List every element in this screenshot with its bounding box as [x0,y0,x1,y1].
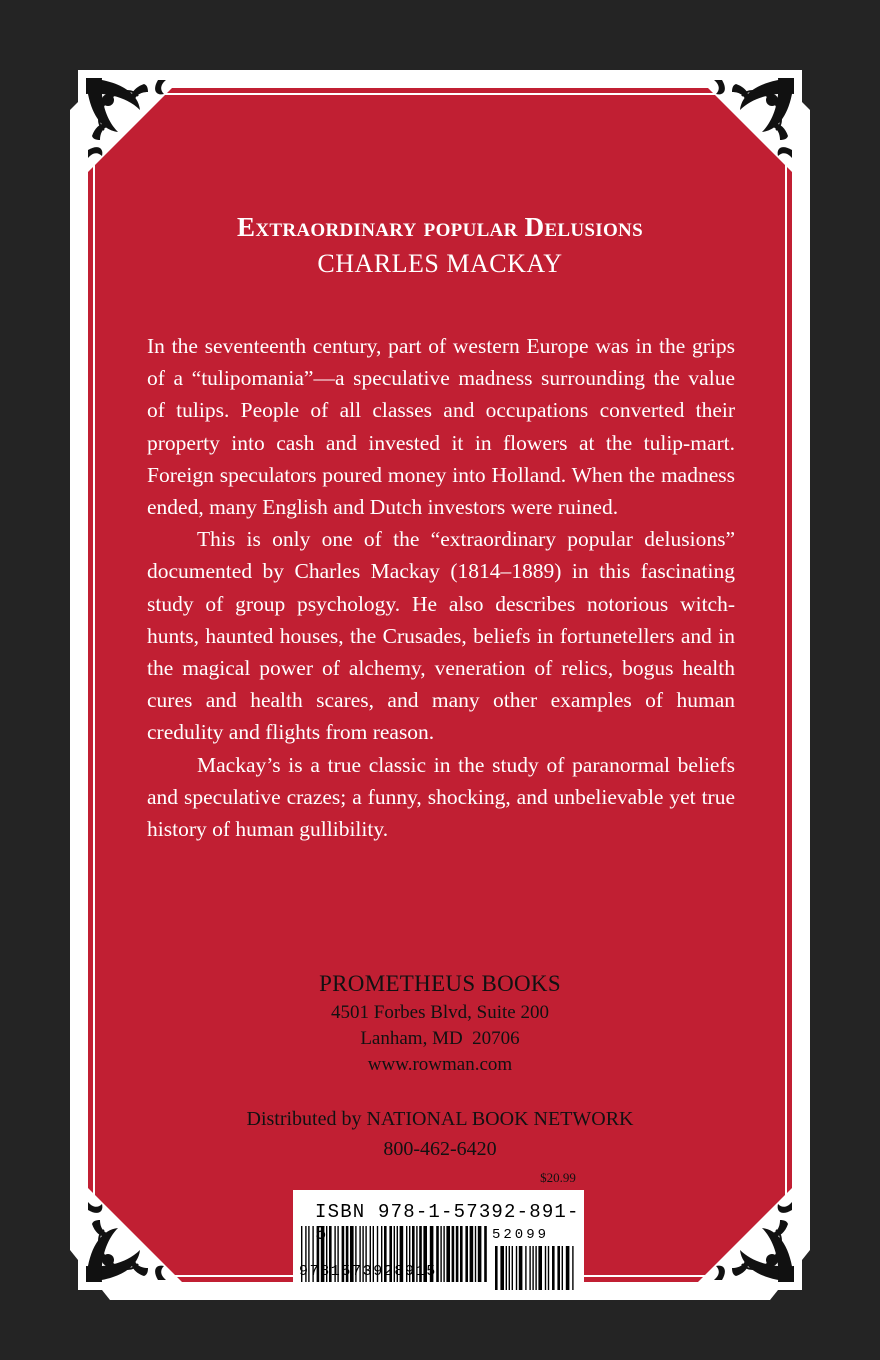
barcode-bar [562,1246,563,1290]
barcode-bar [548,1246,549,1290]
corner-ornament-bottom-right-icon [690,1178,802,1290]
title-block [0,208,880,282]
barcode-bar [519,1246,523,1290]
book-title: Extraordinary popular Delusions [237,212,643,242]
barcode-bar [509,1246,510,1290]
price-label: $20.99 [540,1170,576,1185]
barcode-bar [516,1246,517,1290]
barcode-bar [525,1246,526,1290]
barcode-bar [545,1246,546,1290]
barcode-bar [557,1246,560,1290]
barcode-bar [529,1246,530,1290]
barcode-bar [566,1246,570,1290]
barcode-bar [535,1246,536,1290]
corner-ornament-top-left-icon [78,70,190,182]
blurb-paragraph: In the seventeenth century, part of western Europe was in the grips of a “tulipomania”—a speculative madness surrounding the value of tulips. People of all classes and occupations converted their property into cash and invested it in flowers at the tulip-mart. Foreign speculators poured money into Holland. When the madness ended, many English and Dutch investors were ruined. [147,334,735,520]
barcode-bar [538,1246,542,1290]
barcode-bar [512,1246,513,1290]
barcode-ean-digits: 9781573928915 [299,1263,437,1280]
barcode-addon-digits: 52099 [492,1227,550,1243]
barcode-bar [532,1246,533,1290]
distribution-block [0,1104,880,1164]
blurb-paragraph: This is only one of the “extraordinary popular delusions” documented by Charles Mackay (1814–1889) in this fascinating study of group psychology. He also describes notorious witch-hunts, haunted houses, the Crusades, beliefs in fortunetellers and in the magical power of alchemy, veneration of relics, bogus health cures and health scares, and many other examples of human credulity and flights from reason. [147,527,735,745]
corner-ornament-bottom-left-icon [78,1178,190,1290]
blurb-paragraph: Mackay’s is a true classic in the study of paranormal beliefs and speculative crazes; a funny, shocking, and unbelievable yet true history of human gullibility. [147,752,735,842]
barcode-bar [500,1246,504,1290]
publisher-address-line-2: Lanham, MD 20706 [360,1028,520,1049]
barcode-bar [552,1246,555,1290]
isbn-label: ISBN 978-1-57392-891-5 [315,1201,580,1245]
barcode-bar [495,1246,498,1290]
distributor-line: Distributed by NATIONAL BOOK NETWORK [246,1108,634,1130]
blurb [147,330,735,845]
publisher-name: PROMETHEUS BOOKS [319,971,561,996]
publisher-address-line-1: 4501 Forbes Blvd, Suite 200 [331,1002,549,1023]
publisher-website: www.rowman.com [367,1054,513,1075]
barcode-box [293,1190,584,1300]
corner-ornament-top-right-icon [690,70,802,182]
book-author: CHARLES MACKAY [317,249,563,278]
distributor-phone: 800-462-6420 [383,1138,497,1160]
barcode-bar [572,1246,573,1290]
barcode-bar [506,1246,507,1290]
publisher-block [0,968,880,1078]
